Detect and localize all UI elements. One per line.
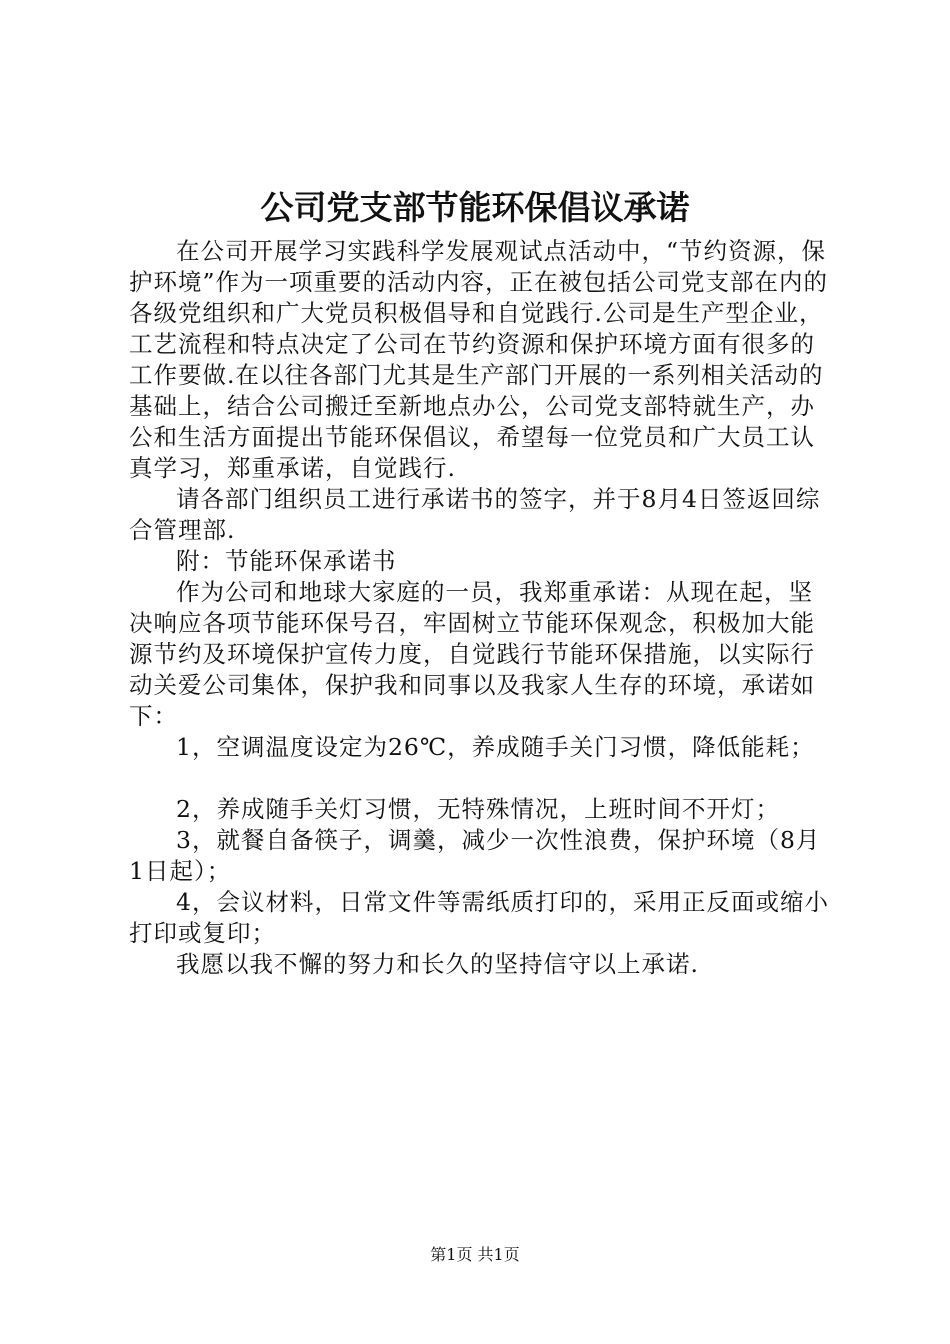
pledge-item-1: 1，空调温度设定为26℃，养成随手关门习惯，降低能耗； xyxy=(176,733,815,761)
paragraph-pledge-intro: 作为公司和地球大家庭的一员，我郑重承诺：从现在起，坚决响应各项节能环保号召，牢固树立节能环保观念，积极加大能源节约及环境保护宣传力度，自觉践行节能环保措施，以实际行动关爱公司集体，保护我和同事以及我家人生存的环境，承诺如下： xyxy=(129,578,815,730)
paragraph-intro: 在公司开展学习实践科学发展观试点活动中，“节约资源，保护环境”作为一项重要的活动内容，正在被包括公司党支部在内的各级党组织和广大党员积极倡导和自觉践行.公司是生产型企业，工艺流程和特点决定了公司在节约资源和保护环境方面有很多的工作要做.在以往各部门尤其是生产部门开展的一系列相关活动的基础上，结合公司搬迁至新地点办公，公司党支部特就生产，办公和生活方面提出节能环保倡议，希望每一位党员和广大员工认真学习，郑重承诺，自觉践行. xyxy=(129,237,829,482)
pledge-item-4: 4，会议材料，日常文件等需纸质打印的，采用正反面或缩小打印或复印； xyxy=(129,888,829,947)
pledge-item-2: 2，养成随手关灯习惯，无特殊情况，上班时间不开灯； xyxy=(176,795,780,823)
document-body xyxy=(129,236,834,980)
page-number-footer: 第1页 共1页 xyxy=(430,1245,520,1264)
paragraph-attachment: 附：节能环保承诺书 xyxy=(176,547,397,575)
document-title: 公司党支部节能环保倡议承诺 xyxy=(260,188,690,227)
paragraph-closing: 我愿以我不懈的努力和长久的坚持信守以上承诺. xyxy=(176,950,699,978)
paragraph-signing-request: 请各部门组织员工进行承诺书的签字，并于8月4日签返回综合管理部. xyxy=(129,485,821,544)
pledge-item-3: 3，就餐自备筷子，调羹，减少一次性浪费，保护环境（8月1日起）； xyxy=(129,826,821,885)
